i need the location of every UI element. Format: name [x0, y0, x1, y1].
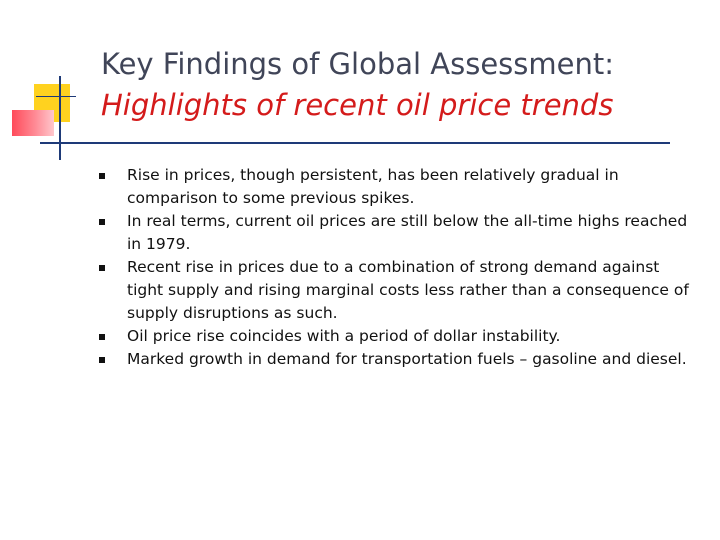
- bullet-text: In real terms, current oil prices are still below the all-time highs reached in 1979.: [127, 212, 688, 253]
- title-underline-rule: [40, 142, 670, 144]
- slide-title: Key Findings of Global Assessment:: [101, 47, 615, 81]
- bullet-item: [91, 325, 691, 348]
- square-bullet-icon: [99, 219, 105, 225]
- square-bullet-icon: [99, 334, 105, 340]
- square-bullet-icon: [99, 265, 105, 271]
- bullet-text: Marked growth in demand for transportation fuels – gasoline and diesel.: [127, 350, 687, 368]
- decorative-red-gradient-square: [12, 110, 54, 136]
- bullet-item: [91, 256, 691, 325]
- bullet-item: [91, 348, 691, 371]
- bullet-text: Recent rise in prices due to a combination of strong demand against tight supply and rising marginal costs less rather than a consequence of supply disruptions as such.: [127, 258, 689, 322]
- decorative-vertical-line: [59, 76, 61, 160]
- square-bullet-icon: [99, 357, 105, 363]
- square-bullet-icon: [99, 173, 105, 179]
- decorative-corner-graphic: [0, 0, 120, 170]
- bullet-list: [91, 164, 691, 371]
- bullet-item: [91, 210, 691, 256]
- decorative-short-line: [36, 96, 76, 97]
- bullet-item: [91, 164, 691, 210]
- slide-subtitle: Highlights of recent oil price trends: [101, 88, 614, 122]
- bullet-text: Oil price rise coincides with a period of dollar instability.: [127, 327, 561, 345]
- bullet-text: Rise in prices, though persistent, has been relatively gradual in comparison to some previous spikes.: [127, 166, 619, 207]
